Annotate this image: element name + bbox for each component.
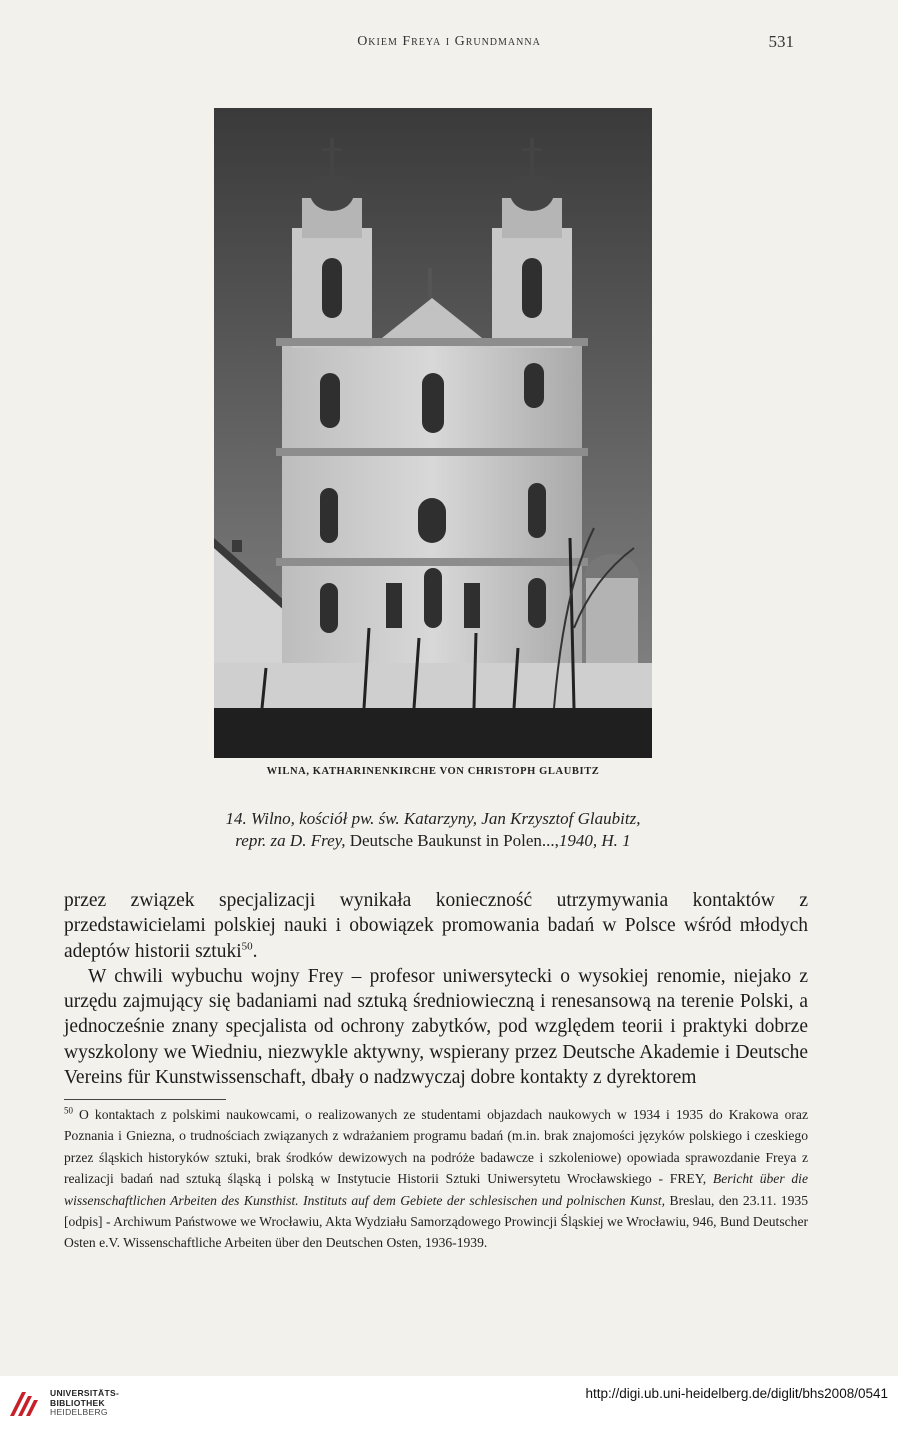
plate-caption: WILNA, KATHARINENKIRCHE VON CHRISTOPH GLAUBITZ — [266, 766, 600, 777]
paragraph-1-end: . — [252, 940, 258, 962]
footnote-text-2: Breslau, den 23.11. 1935 [odpis] - Archiwum Państwowe we Wrocławiu, Akta Wydziału Samorządowego Prowincji Śląskiej we Wrocławiu, 946, Bund Deutscher Osten e.V. Wissenschaftliche Arbeiten über den Deutschen Osten, 1936-1939. — [64, 1192, 808, 1251]
logo-line-1: UNIVERSITÄTS- — [50, 1388, 120, 1398]
paragraph-2: W chwili wybuchu wojny Frey – profesor uniwersytecki o wysokiej renomie, niejako z urzędu zajmujący się badaniami nad sztuką średniowieczną i renesansową na terenie Polski, a jednocześnie znany specjalista od ochrony zabytków, pod względem teorii i praktyki dobrze wyszkolony we Wiedniu, niezwykle aktywny, wspierany przez Deutsche Akademie i Deutsche Vereins für Kunstwissenschaft, dbały o nadzwyczaj dobre kontakty z dyrektorem — [64, 965, 808, 1089]
church-photograph-drawing — [214, 108, 652, 758]
caption-book-title: Deutsche Baukunst in Polen..., — [345, 831, 559, 850]
footnote-text-1: O kontaktach z polskimi naukowcami, o realizowanych ze studentami objazdach naukowych w 1934 i 1935 do Krakowa oraz Poznania i Gniezna, o trudnościach związanych z wdrażaniem programu badań (m.in. brak znajomości języków polskiego i czeskiego przez śląskich historyków sztuki, brak środków dewizowych na podróże badawcze i szkoleniowe) opowiada sprawozdanie Freya z realizacji badań nad sztuką śląską i polską w Instytucie Historii Sztuki Uniwersytetu Wrocławskiego - FREY, — [64, 1107, 808, 1187]
caption-italic-part-2: 1940, H. 1 — [558, 831, 631, 850]
church-photograph — [214, 108, 652, 758]
paragraph-1 — [64, 888, 808, 964]
running-head: Okiem Freya i Grundmanna — [357, 34, 541, 49]
footnote-rule — [64, 1099, 226, 1100]
body-text — [64, 888, 808, 1090]
paragraph-1-text: przez związek specjalizacji wynikała konieczność utrzymywania kontaktów z przedstawicielami polskiej nauki i obowiązek promowania badań w Polsce wśród młodych adeptów historii sztuki — [64, 890, 808, 962]
logo-line-3: HEIDELBERG — [50, 1407, 108, 1417]
caption-italic-part-1: 14. Wilno, kościół pw. św. Katarzyny, Jan Krzysztof Glaubitz, repr. za D. Frey, — [225, 809, 641, 850]
footnote-50 — [64, 1104, 808, 1254]
source-url-link[interactable]: http://digi.ub.uni-heidelberg.de/diglit/bhs2008/0541 — [585, 1386, 888, 1401]
footnote-number: 50 — [64, 1105, 73, 1116]
logo-line-2: BIBLIOTHEK — [50, 1397, 105, 1408]
library-logo-icon — [8, 1386, 42, 1420]
page-number: 531 — [768, 32, 794, 51]
library-footer — [0, 1376, 898, 1439]
footnote-text-italic: Bericht über die wissenschaftlichen Arbeiten des Kunsthist. Instituts auf dem Gebiete der schlesischen und polnischen Kunst, — [64, 1171, 808, 1208]
library-logo-text — [50, 1389, 119, 1418]
footnote-reference: 50 — [241, 940, 253, 953]
figure-caption — [214, 808, 652, 852]
